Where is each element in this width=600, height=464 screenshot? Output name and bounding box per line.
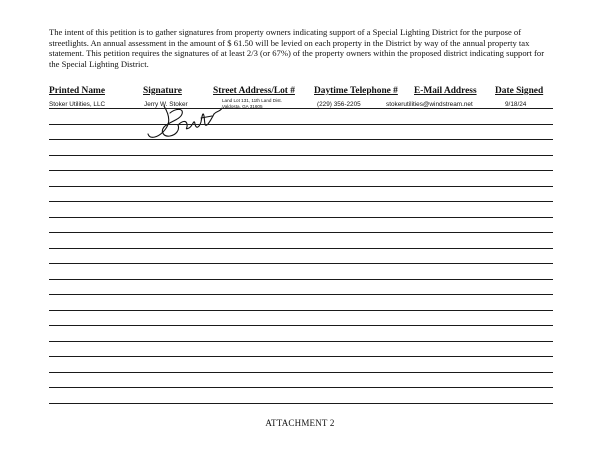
signature-line (49, 341, 553, 342)
entry-address-line2: Valdosta, GA 31605 (222, 104, 263, 109)
header-date-signed: Date Signed (495, 86, 544, 96)
petition-intro: The intent of this petition is to gather signatures from property owners indicating support of a Special Lighting District for the purpose of streetlights. An annual assessment in the amount of $ 61.50 will be levied on each property in the District by way of the annual property tax statement. This petition requires the signatures of at least 2/3 (or 67%) of the property owners within the proposed district indicating support for the Special Lighting District. (49, 27, 545, 69)
signature-line (49, 217, 553, 218)
header-signature: Signature (143, 86, 182, 96)
signature-line (49, 263, 553, 264)
signature-line (49, 232, 553, 233)
entry-printed-name: Stoker Utilities, LLC (49, 101, 106, 108)
signature-line (49, 124, 553, 125)
signature-line (49, 356, 553, 357)
signature-line (49, 372, 553, 373)
header-telephone: Daytime Telephone # (314, 86, 398, 96)
signature-line (49, 325, 553, 326)
handwritten-signature-icon (140, 104, 250, 142)
signature-line (49, 310, 553, 311)
signature-line (49, 403, 553, 404)
header-street-address: Street Address/Lot # (213, 86, 295, 96)
header-printed-name: Printed Name (49, 86, 105, 96)
signature-line (49, 108, 553, 109)
signature-line (49, 279, 553, 280)
entry-address-line1: Land Lot 131, 11th Land Dist. (222, 98, 282, 103)
signature-line (49, 155, 553, 156)
attachment-label: ATTACHMENT 2 (265, 418, 335, 428)
signature-line (49, 139, 553, 140)
entry-signature-name: Jerry W. Stoker (144, 101, 188, 108)
entry-email: stokerutilities@windstream.net (386, 101, 473, 108)
signature-line (49, 201, 553, 202)
signature-line (49, 186, 553, 187)
header-email: E-Mail Address (414, 86, 477, 96)
signature-line (49, 248, 553, 249)
signature-line (49, 387, 553, 388)
entry-date-signed: 9/18/24 (505, 101, 527, 108)
entry-telephone: (229) 356-2205 (317, 101, 361, 108)
signature-line (49, 294, 553, 295)
signature-line (49, 170, 553, 171)
